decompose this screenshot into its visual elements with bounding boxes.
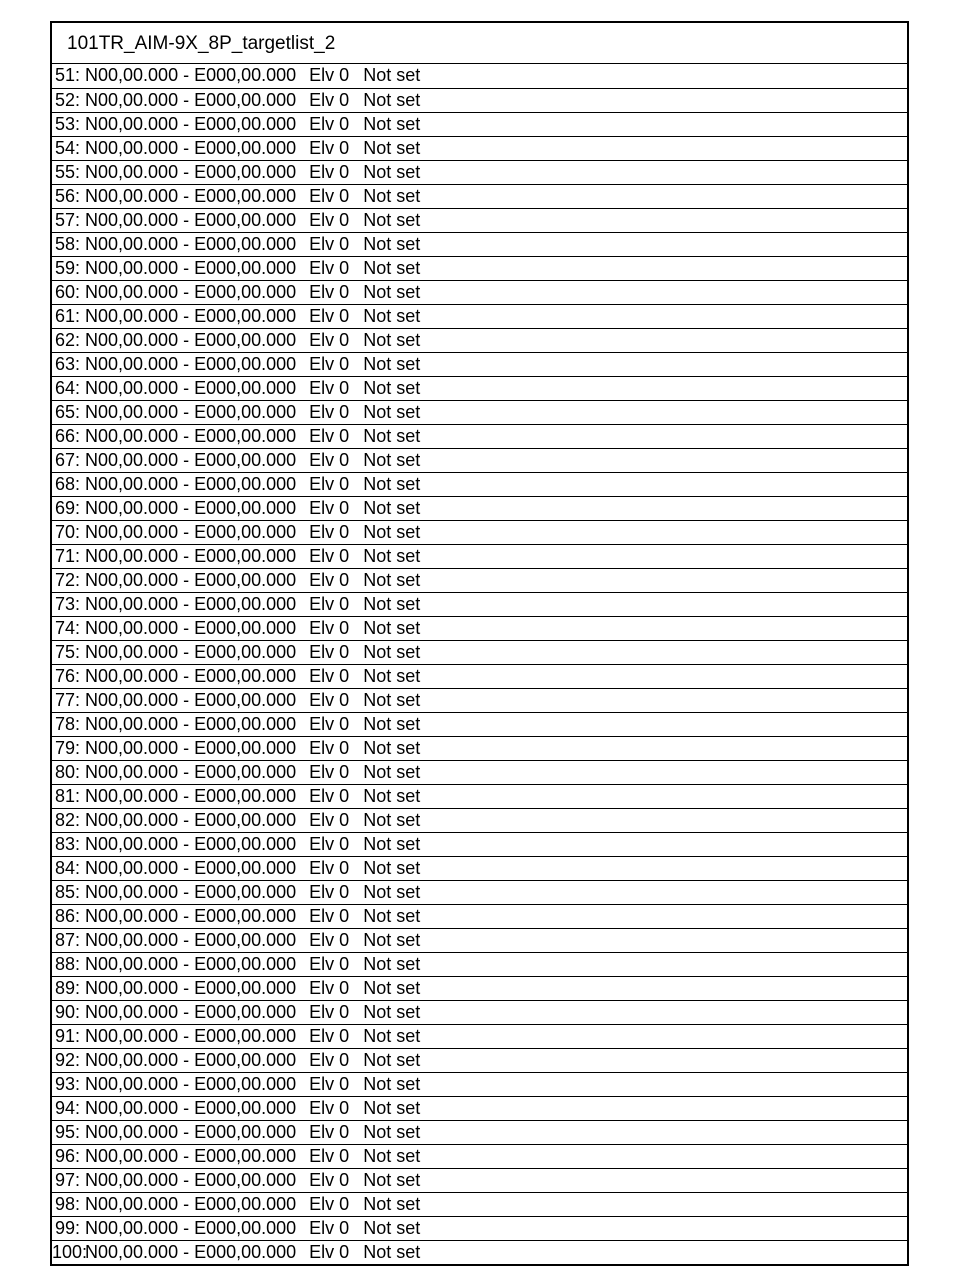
row-elevation: Elv 0: [309, 1002, 350, 1022]
row-number: 80:: [54, 762, 80, 782]
row-number: 76:: [54, 666, 80, 686]
row-number: 65:: [54, 402, 80, 422]
row-number: 66:: [54, 426, 80, 446]
row-elevation: Elv 0: [309, 282, 350, 302]
row-status: Not set: [363, 858, 421, 878]
table-row[interactable]: [52, 88, 907, 112]
row-status: Not set: [363, 330, 421, 350]
table-row[interactable]: [52, 952, 907, 976]
table-row[interactable]: [52, 736, 907, 760]
row-number: 78:: [54, 714, 80, 734]
table-row[interactable]: [52, 160, 907, 184]
table-row[interactable]: [52, 1096, 907, 1120]
row-status: Not set: [363, 186, 421, 206]
row-number: 95:: [54, 1122, 80, 1142]
table-row[interactable]: [52, 1192, 907, 1216]
row-status: Not set: [363, 210, 421, 230]
row-status: Not set: [363, 930, 421, 950]
row-number: 57:: [54, 210, 80, 230]
table-row[interactable]: [52, 256, 907, 280]
row-number: 73:: [54, 594, 80, 614]
table-row[interactable]: [52, 352, 907, 376]
row-status: Not set: [363, 258, 421, 278]
table-row[interactable]: [52, 424, 907, 448]
table-row[interactable]: [52, 1120, 907, 1144]
targetlist-title: 101TR_AIM-9X_8P_targetlist_2: [67, 33, 336, 54]
row-elevation: Elv 0: [309, 114, 350, 134]
row-number: 98:: [54, 1194, 80, 1214]
row-number: 77:: [54, 690, 80, 710]
row-elevation: Elv 0: [309, 978, 350, 998]
row-elevation: Elv 0: [309, 690, 350, 710]
row-elevation: Elv 0: [309, 546, 350, 566]
row-coordinates: N00,00.000 - E000,00.000: [85, 834, 297, 854]
row-elevation: Elv 0: [309, 522, 350, 542]
row-coordinates: N00,00.000 - E000,00.000: [85, 618, 297, 638]
table-row[interactable]: [52, 760, 907, 784]
table-row[interactable]: [52, 616, 907, 640]
row-status: Not set: [363, 978, 421, 998]
row-status: Not set: [363, 882, 421, 902]
row-elevation: Elv 0: [309, 306, 350, 326]
row-coordinates: N00,00.000 - E000,00.000: [85, 1242, 297, 1262]
row-number: 53:: [54, 114, 80, 134]
row-coordinates: N00,00.000 - E000,00.000: [85, 546, 297, 566]
row-status: Not set: [363, 378, 421, 398]
row-coordinates: N00,00.000 - E000,00.000: [85, 306, 297, 326]
table-row[interactable]: [52, 232, 907, 256]
row-coordinates: N00,00.000 - E000,00.000: [85, 450, 297, 470]
table-row[interactable]: [52, 784, 907, 808]
row-status: Not set: [363, 65, 421, 85]
row-status: Not set: [363, 714, 421, 734]
row-status: Not set: [363, 90, 421, 110]
table-row[interactable]: [52, 664, 907, 688]
table-row[interactable]: [52, 64, 907, 88]
row-number: 83:: [54, 834, 80, 854]
row-coordinates: N00,00.000 - E000,00.000: [85, 162, 297, 182]
row-elevation: Elv 0: [309, 210, 350, 230]
row-coordinates: N00,00.000 - E000,00.000: [85, 234, 297, 254]
row-coordinates: N00,00.000 - E000,00.000: [85, 90, 297, 110]
table-row[interactable]: [52, 904, 907, 928]
row-coordinates: N00,00.000 - E000,00.000: [85, 570, 297, 590]
row-coordinates: N00,00.000 - E000,00.000: [85, 810, 297, 830]
row-elevation: Elv 0: [309, 666, 350, 686]
row-status: Not set: [363, 354, 421, 374]
row-elevation: Elv 0: [309, 186, 350, 206]
row-coordinates: N00,00.000 - E000,00.000: [85, 882, 297, 902]
row-status: Not set: [363, 1242, 421, 1262]
table-row[interactable]: [52, 472, 907, 496]
row-coordinates: N00,00.000 - E000,00.000: [85, 1194, 297, 1214]
row-number: 87:: [54, 930, 80, 950]
row-status: Not set: [363, 594, 421, 614]
row-status: Not set: [363, 1026, 421, 1046]
row-elevation: Elv 0: [309, 570, 350, 590]
row-elevation: Elv 0: [309, 1170, 350, 1190]
row-status: Not set: [363, 282, 421, 302]
table-row[interactable]: [52, 304, 907, 328]
row-elevation: Elv 0: [309, 1194, 350, 1214]
row-status: Not set: [363, 522, 421, 542]
table-row[interactable]: [52, 568, 907, 592]
row-elevation: Elv 0: [309, 882, 350, 902]
row-elevation: Elv 0: [309, 90, 350, 110]
row-number: 58:: [54, 234, 80, 254]
table-row[interactable]: [52, 400, 907, 424]
row-status: Not set: [363, 810, 421, 830]
row-coordinates: N00,00.000 - E000,00.000: [85, 690, 297, 710]
row-coordinates: N00,00.000 - E000,00.000: [85, 1098, 297, 1118]
row-coordinates: N00,00.000 - E000,00.000: [85, 1170, 297, 1190]
row-number: 54:: [54, 138, 80, 158]
row-number: 60:: [54, 282, 80, 302]
row-elevation: Elv 0: [309, 474, 350, 494]
row-status: Not set: [363, 450, 421, 470]
table-row[interactable]: [52, 1216, 907, 1240]
row-elevation: Elv 0: [309, 930, 350, 950]
row-number: 96:: [54, 1146, 80, 1166]
row-coordinates: N00,00.000 - E000,00.000: [85, 282, 297, 302]
row-status: Not set: [363, 162, 421, 182]
row-elevation: Elv 0: [309, 786, 350, 806]
row-number: 93:: [54, 1074, 80, 1094]
row-status: Not set: [363, 474, 421, 494]
table-row[interactable]: [52, 688, 907, 712]
row-status: Not set: [363, 114, 421, 134]
row-number: 56:: [54, 186, 80, 206]
row-coordinates: N00,00.000 - E000,00.000: [85, 1146, 297, 1166]
row-coordinates: N00,00.000 - E000,00.000: [85, 666, 297, 686]
table-row[interactable]: [52, 328, 907, 352]
row-status: Not set: [363, 666, 421, 686]
table-row[interactable]: [52, 136, 907, 160]
table-row[interactable]: [52, 832, 907, 856]
row-elevation: Elv 0: [309, 954, 350, 974]
table-row[interactable]: [52, 496, 907, 520]
row-elevation: Elv 0: [309, 138, 350, 158]
row-status: Not set: [363, 426, 421, 446]
row-elevation: Elv 0: [309, 834, 350, 854]
row-status: Not set: [363, 1146, 421, 1166]
row-number: 86:: [54, 906, 80, 926]
row-coordinates: N00,00.000 - E000,00.000: [85, 954, 297, 974]
row-status: Not set: [363, 1170, 421, 1190]
table-row[interactable]: [52, 928, 907, 952]
row-coordinates: N00,00.000 - E000,00.000: [85, 210, 297, 230]
row-coordinates: N00,00.000 - E000,00.000: [85, 474, 297, 494]
row-elevation: Elv 0: [309, 906, 350, 926]
row-number: 55:: [54, 162, 80, 182]
row-elevation: Elv 0: [309, 1122, 350, 1142]
row-number: 64:: [54, 378, 80, 398]
row-elevation: Elv 0: [309, 354, 350, 374]
row-number: 88:: [54, 954, 80, 974]
targetlist-header: [52, 23, 907, 64]
row-status: Not set: [363, 1098, 421, 1118]
row-coordinates: N00,00.000 - E000,00.000: [85, 930, 297, 950]
row-status: Not set: [363, 618, 421, 638]
row-status: Not set: [363, 762, 421, 782]
table-row[interactable]: [52, 520, 907, 544]
row-elevation: Elv 0: [309, 1242, 350, 1262]
row-elevation: Elv 0: [309, 618, 350, 638]
row-status: Not set: [363, 1218, 421, 1238]
row-coordinates: N00,00.000 - E000,00.000: [85, 714, 297, 734]
row-status: Not set: [363, 570, 421, 590]
row-number: 82:: [54, 810, 80, 830]
row-elevation: Elv 0: [309, 330, 350, 350]
row-coordinates: N00,00.000 - E000,00.000: [85, 642, 297, 662]
table-row[interactable]: [52, 1024, 907, 1048]
row-elevation: Elv 0: [309, 762, 350, 782]
row-status: Not set: [363, 906, 421, 926]
table-row[interactable]: [52, 1072, 907, 1096]
row-elevation: Elv 0: [309, 642, 350, 662]
row-number: 70:: [54, 522, 80, 542]
row-status: Not set: [363, 402, 421, 422]
row-coordinates: N00,00.000 - E000,00.000: [85, 114, 297, 134]
row-number: 69:: [54, 498, 80, 518]
row-status: Not set: [363, 954, 421, 974]
row-coordinates: N00,00.000 - E000,00.000: [85, 1122, 297, 1142]
row-status: Not set: [363, 1050, 421, 1070]
row-elevation: Elv 0: [309, 1146, 350, 1166]
row-number: 91:: [54, 1026, 80, 1046]
row-elevation: Elv 0: [309, 1098, 350, 1118]
row-coordinates: N00,00.000 - E000,00.000: [85, 138, 297, 158]
row-elevation: Elv 0: [309, 810, 350, 830]
row-status: Not set: [363, 1194, 421, 1214]
row-coordinates: N00,00.000 - E000,00.000: [85, 330, 297, 350]
row-status: Not set: [363, 690, 421, 710]
table-row[interactable]: [52, 880, 907, 904]
row-status: Not set: [363, 738, 421, 758]
row-coordinates: N00,00.000 - E000,00.000: [85, 1002, 297, 1022]
row-coordinates: N00,00.000 - E000,00.000: [85, 1026, 297, 1046]
row-status: Not set: [363, 306, 421, 326]
row-number: 51:: [54, 65, 80, 85]
row-number: 79:: [54, 738, 80, 758]
row-elevation: Elv 0: [309, 162, 350, 182]
row-coordinates: N00,00.000 - E000,00.000: [85, 906, 297, 926]
table-row[interactable]: [52, 1240, 907, 1264]
table-row[interactable]: [52, 1000, 907, 1024]
row-elevation: Elv 0: [309, 1050, 350, 1070]
table-row[interactable]: [52, 1048, 907, 1072]
row-number: 81:: [54, 786, 80, 806]
row-coordinates: N00,00.000 - E000,00.000: [85, 1050, 297, 1070]
row-number: 59:: [54, 258, 80, 278]
row-status: Not set: [363, 1002, 421, 1022]
row-coordinates: N00,00.000 - E000,00.000: [85, 1074, 297, 1094]
row-number: 52:: [54, 90, 80, 110]
table-row[interactable]: [52, 448, 907, 472]
row-coordinates: N00,00.000 - E000,00.000: [85, 378, 297, 398]
row-number: 74:: [54, 618, 80, 638]
row-elevation: Elv 0: [309, 1218, 350, 1238]
row-elevation: Elv 0: [309, 234, 350, 254]
table-row[interactable]: [52, 184, 907, 208]
row-coordinates: N00,00.000 - E000,00.000: [85, 354, 297, 374]
row-status: Not set: [363, 234, 421, 254]
row-elevation: Elv 0: [309, 65, 350, 85]
row-number: 72:: [54, 570, 80, 590]
row-number: 75:: [54, 642, 80, 662]
table-row[interactable]: [52, 976, 907, 1000]
row-number: 99:: [54, 1218, 80, 1238]
row-status: Not set: [363, 834, 421, 854]
row-elevation: Elv 0: [309, 498, 350, 518]
table-row[interactable]: [52, 376, 907, 400]
row-coordinates: N00,00.000 - E000,00.000: [85, 786, 297, 806]
row-number: 63:: [54, 354, 80, 374]
table-row[interactable]: [52, 1168, 907, 1192]
row-coordinates: N00,00.000 - E000,00.000: [85, 762, 297, 782]
row-coordinates: N00,00.000 - E000,00.000: [85, 522, 297, 542]
row-elevation: Elv 0: [309, 402, 350, 422]
row-coordinates: N00,00.000 - E000,00.000: [85, 1218, 297, 1238]
targetlist-rows: [52, 64, 907, 1264]
row-number: 61:: [54, 306, 80, 326]
table-row[interactable]: [52, 856, 907, 880]
table-row[interactable]: [52, 808, 907, 832]
row-elevation: Elv 0: [309, 738, 350, 758]
row-elevation: Elv 0: [309, 714, 350, 734]
row-number: 92:: [54, 1050, 80, 1070]
row-elevation: Elv 0: [309, 258, 350, 278]
row-elevation: Elv 0: [309, 1074, 350, 1094]
row-coordinates: N00,00.000 - E000,00.000: [85, 498, 297, 518]
table-row[interactable]: [52, 592, 907, 616]
row-elevation: Elv 0: [309, 594, 350, 614]
row-status: Not set: [363, 642, 421, 662]
row-coordinates: N00,00.000 - E000,00.000: [85, 402, 297, 422]
row-status: Not set: [363, 546, 421, 566]
row-number: 67:: [54, 450, 80, 470]
row-coordinates: N00,00.000 - E000,00.000: [85, 65, 297, 85]
table-row[interactable]: [52, 280, 907, 304]
row-coordinates: N00,00.000 - E000,00.000: [85, 858, 297, 878]
row-coordinates: N00,00.000 - E000,00.000: [85, 738, 297, 758]
row-coordinates: N00,00.000 - E000,00.000: [85, 594, 297, 614]
table-row[interactable]: [52, 112, 907, 136]
row-number: 97:: [54, 1170, 80, 1190]
row-elevation: Elv 0: [309, 1026, 350, 1046]
row-number: 90:: [54, 1002, 80, 1022]
row-elevation: Elv 0: [309, 450, 350, 470]
row-number: 85:: [54, 882, 80, 902]
row-number: 71:: [54, 546, 80, 566]
row-coordinates: N00,00.000 - E000,00.000: [85, 978, 297, 998]
row-number: 84:: [54, 858, 80, 878]
row-number: 68:: [54, 474, 80, 494]
row-coordinates: N00,00.000 - E000,00.000: [85, 186, 297, 206]
table-row[interactable]: [52, 1144, 907, 1168]
table-row[interactable]: [52, 208, 907, 232]
row-elevation: Elv 0: [309, 426, 350, 446]
table-row[interactable]: [52, 544, 907, 568]
row-status: Not set: [363, 786, 421, 806]
row-number: 89:: [54, 978, 80, 998]
targetlist-table: [50, 21, 909, 1266]
row-coordinates: N00,00.000 - E000,00.000: [85, 258, 297, 278]
row-number: 62:: [54, 330, 80, 350]
row-elevation: Elv 0: [309, 378, 350, 398]
table-row[interactable]: [52, 712, 907, 736]
row-number: 94:: [54, 1098, 80, 1118]
row-status: Not set: [363, 1122, 421, 1142]
row-status: Not set: [363, 138, 421, 158]
row-elevation: Elv 0: [309, 858, 350, 878]
row-number: 100:: [52, 1242, 88, 1262]
row-status: Not set: [363, 1074, 421, 1094]
row-status: Not set: [363, 498, 421, 518]
table-row[interactable]: [52, 640, 907, 664]
row-coordinates: N00,00.000 - E000,00.000: [85, 426, 297, 446]
